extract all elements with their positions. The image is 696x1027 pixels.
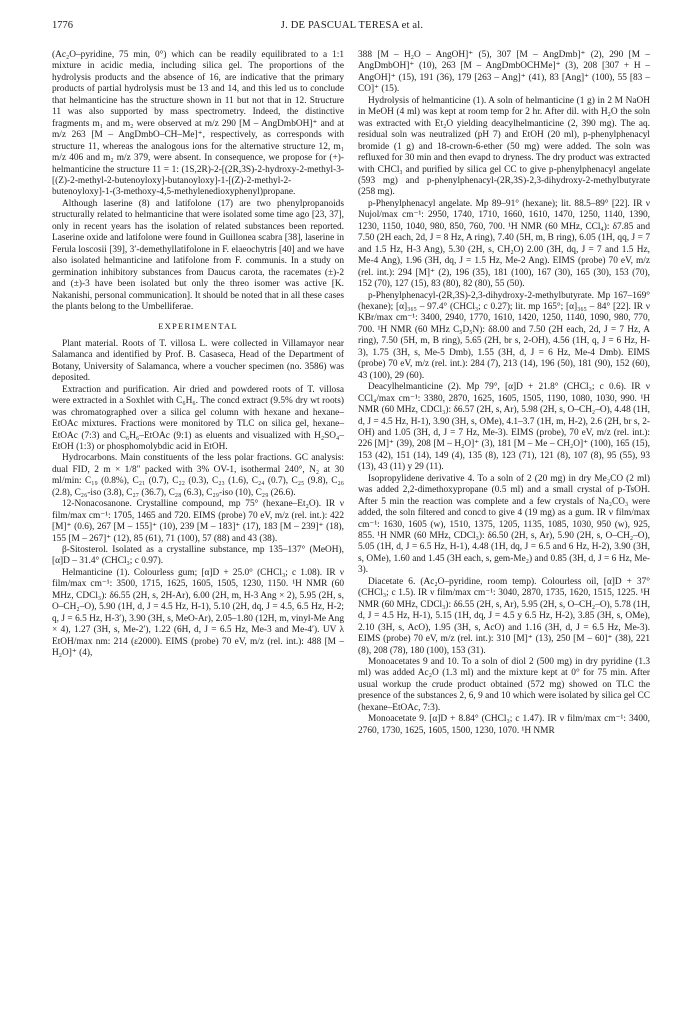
paragraph: Diacetate 6. (Ac₂O–pyridine, room temp). Colourless oil, [α]D + 37° (CHCl₃; c 1.5). IR ν film/max cm⁻¹: 3040, 2870, 1735, 1620, 1515, 1225. ¹H NMR (60 MHz, CDCl₃): δ6.55 (2H, s, Ar), 5.95 (2H, s, O–CH₂–O), 5.78 (1H, d, J = 4.5 Hz, H-1), 5.15 (1H, dq, J = 4.5 y 6.5 Hz, H-2), 3.85 (3H, s, OMe), 2.10 (3H, s, AcO), 1.95 (3H, s, AcO) and 1.16 (3H, d, J = 6.5 Hz, Me-3). EIMS (probe) 70 eV, m/z (rel. int.): 310 [M]⁺ (13), 250 [M – 60]⁺ (38), 221 (8), 208 (78), 180 (100), 153 (31). (358, 576, 650, 656)
paragraph: Although laserine (8) and latifolone (17) are two phenylpropanoids structurally related to helmanticine that were isolated some time ago [23, 37], only in recent years has the isolation of related substances been reported. Laserine oxide and latifolone were found in Guillonea scabra [38], laserine in Ferula loscosii [39], 3′-demethyllatifolone in F. elaeochytris [40] and we have also isolated helmanticine and latifolone from F. communis. In a study on germination inhibitory substances from Daucus carota, the racemates (±)-2 and (±)-3 have been isolated but only the threo isomer was active [K. Nakanishi, personal communication]. It should be noted that in all these cases the plants belong to the Umbelliferae. (52, 198, 344, 312)
paragraph: Helmanticine (1). Colourless gum; [α]D + 25.0° (CHCl₃; c 1.08). IR ν film/max cm⁻¹: 3500, 1715, 1625, 1605, 1505, 1230, 1150. ¹H NMR (60 MHz, CDCl₃): δ6.55 (2H, s, 2H-Ar), 6.00 (2H, m, H-3 Ang × 2), 5.95 (2H, s, O–CH₂–O), 5.90 (1H, d, J = 4.5 Hz, H-1), 5.10 (2H, dq, J = 4.5, 6.5 Hz, H-2; q, J = 6.5 Hz, H-3′), 3.90 (3H, s, MeO-Ar), 2.05–1.80 (12H, m, vinyl-Me Ang × 4), 1.27 (3H, s, Me-2′), 1.22 (6H, d, J = 6.5 Hz, Me-3 and Me-4′). UV λ EtOH/max nm: 214 (ε2000). EIMS (probe) 70 eV, m/z (rel. int.): 488 [M – H₂O]⁺ (4), (52, 567, 344, 659)
page-header (52, 20, 652, 36)
paragraph: Plant material. Roots of T. villosa L. were collected in Villamayor near Salamanca and identified by Prof. B. Casaseca, Head of the Department of Botany, University of Salamanca, where a voucher specimen (no. 3586) was deposited. (52, 338, 344, 384)
paragraph: p-Phenylphenacyl angelate. Mp 89–91° (hexane); lit. 88.5–89° [22]. IR ν Nujol/max cm⁻¹: 2950, 1740, 1710, 1660, 1610, 1470, 1250, 1140, 1390, 1230, 1150, 1040, 980, 850, 760, 700. ¹H NMR (60 MHz, CCl₄): δ7.85 and 7.50 (2H each, 2d, J = 8 Hz, A ring), 7.40 (5H, m, B ring), 6.05 (1H, qq, J = 7 and 1.5 Hz, H-3 Ang), 5.30 (2H, s, CH₂O) 2.00 (3H, dq, J = 7 and 1.5 Hz, Me-4 Ang), 1.96 (3H, dq, J = 1.5 Hz, Me-2 Ang). EIMS (probe) 70 eV, m/z (rel. int.): 294 [M]⁺ (2), 196 (35), 181 (100), 167 (30), 165 (30), 153 (70), 152 (70), 127 (15), 83 (80), 82 (80), 55 (50). (358, 198, 650, 290)
paragraph: Hydrolysis of helmanticine (1). A soln of helmanticine (1 g) in 2 M NaOH in MeOH (4 ml) was kept at room temp for 2 hr. After dil. with H₂O the soln was extracted with Et₂O yielding deacylhelmanticine (2, 390 mg). The aq. residual soln was neutralized (pH 7) and EtOH (20 ml), p-phenylphenacyl bromide (1 g) and 18-crown-6-ether (50 mg) were added. The soln was refluxed for 30 min and then evapd to dryness. The dry product was extracted with CHCl₃ and purified by silica gel CC to give p-phenylphenacyl angelate (593 mg) and p-phenylphenacyl-(2R,3S)-2,3-dihydroxy-2-methylbutyrate (258 mg). (358, 95, 650, 198)
running-head: J. DE PASCUAL TERESA et al. (280, 20, 424, 31)
section-heading: EXPERIMENTAL (158, 321, 238, 332)
page-number: 1776 (52, 20, 73, 31)
paragraph: Isopropylidene derivative 4. To a soln of 2 (20 mg) in dry Me₂CO (2 ml) was added 2,2-dimethoxypropane (0.5 ml) and a small crystal of p-TsOH. After 5 min the reaction was complete and a few crystals of Na₂CO₃ were added, the soln filtered and concd to give 4 (19 mg) as a gum. IR ν film/max cm⁻¹: 1630, 1605 (w), 1510, 1375, 1205, 1135, 1085, 1030, 950 (w), 925, 855. ¹H NMR (60 MHz, CDCl₃): δ6.50 (2H, s, Ar), 5.90 (2H, s, O–CH₂–O), 5.05 (1H, d, J = 6.5 Hz, H-1), 4.48 (1H, dq, J = 6.5 and 6 Hz, H-2), 3.90 (3H, s, OMe), 1.60 and 1.45 (3H each, s, gem-Me₂) and 0.85 (3H, d, J = 6 Hz, Me-3). (358, 473, 650, 576)
paragraph: p-Phenylphenacyl-(2R,3S)-2,3-dihydroxy-2-methylbutyrate. Mp 167–169° (hexane); [α]₃₆₅ – 97.4° (CHCl₃; c 0.27); lit. mp 165°; [α]₃₆₅ – 84° [22]. IR ν KBr/max cm⁻¹: 3400, 2940, 1770, 1610, 1420, 1250, 1140, 1090, 980, 770, 700. ¹H NMR (60 MHz C₅D₅N): δ8.00 and 7.50 (2H each, 2d, J = 7 Hz, A ring), 7.50 (5H, m, B ring), 5.65 (2H, br s, 2-OH), 4.56 (1H, q, J = 6 Hz, H-3), 1.75 (3H, s, Me-5 Dmb), 1.55 (3H, d, J = 6 Hz, Me-4 Dmb). EIMS (probe) 70 eV, m/z (rel. int.): 284 (7), 213 (14), 196 (50), 181 (90), 152 (60), 43 (100), 29 (60). (358, 290, 650, 381)
paragraph: 388 [M – H₂O – AngOH]⁺ (5), 307 [M – AngDmb]⁺ (2), 290 [M – AngDmbOH]⁺ (10), 263 [M – AngDmbOCHMe]⁺ (3), 208 [307 + H – AngOH]⁺ (15), 191 (36), 179 [263 – Ang]⁺ (41), 83 [Ang]⁺ (100), 55 [83 – CO]⁺ (15). (358, 50, 650, 95)
paragraph: Hydrocarbons. Main constituents of the less polar fractions. GC analysis: dual FID, 2 m × 1/8″ packed with 3% OV-1, isothermal 240°, N₂ at 30 ml/min: C₁₉ (0.8%), C₂₁ (0.7), C₂₂ (0.3), C₂₃ (1.6), C₂₄ (0.7), C₂₅ (9.8), C₂₆ (2.8), C₂₆-iso (3.8), C₂₇ (36.7), C₂₈ (6.3), C₂₉-iso (10), C₂₉ (26.6). (52, 453, 344, 498)
paragraph: Deacylhelmanticine (2). Mp 79°, [α]D + 21.8° (CHCl₃; c 0.6). IR ν CCl₄/max cm⁻¹: 3380, 2870, 1625, 1605, 1505, 1190, 1080, 1030, 990. ¹H NMR (60 MHz, CDCl₃): δ6.57 (2H, s, Ar), 5.98 (2H, s, O–CH₂–O), 4.48 (1H, d, J = 4.5 Hz, H-1), 3.90 (3H, s, OMe), 4.1–3.7 (1H, m, H-2), 2.6 (2H, br s, 2-OH) and 1.05 (3H, d, J = 7 Hz, Me-3). EIMS (probe), 70 eV, m/z (rel. int.): 226 [M]⁺ (39), 208 [M – H₂O]⁺ (3), 181 [M – Me – CH₂O]⁺ (100), 165 (15), 153 (42), 151 (14), 149 (4), 135 (8), 123 (71), 121 (8), 107 (8), 95 (55), 93 (13), 43 (11) y 29 (11). (358, 382, 650, 473)
paragraph: Monoacetate 9. [α]D + 8.84° (CHCl₃; c 1.47). IR ν film/max cm⁻¹: 3400, 2760, 1730, 1625, 1605, 1500, 1230, 1070. ¹H NMR (358, 714, 650, 736)
paragraph: (Ac₂O–pyridine, 75 min, 0°) which can be readily equilibrated to a 1:1 mixture in acidic media, including silica gel. The proportions of the hydrolysis products and the absence of 16, are indicative that the primary products of partial hydrolysis must be 13 and 14, and this led us to conclude that helmanticine has the structure shown in 11 but not that in 12. Structure 11 was also supported by mass spectrometry. Indeed, the distinctive fragments m₁ and m₂ were observed at m/z 290 [M – AngDmbOH]⁺ and at m/z 263 [M – AngDmbO–CH–Me]⁺, respectively, as corresponds with structure 11, whereas the analogous ions for the alternative structure 12, m₁ m/z 406 and m₂ m/z 379, were absent. In consequence, we propose for (+)-helmanticine the structure 11 = 1: (1S,2R)-2-[(2R,3S)-2-hydroxy-2-methyl-3-[(Z)-2-methyl-2-butenoyloxy]-butanoyloxy]-1-[(Z)-2-methyl-2-butenoyloxy]-1-(3-methoxy-4,5-methylenedioxyphenyl)propane. (52, 50, 344, 198)
paragraph: 12-Nonacosanone. Crystalline compound, mp 75° (hexane–Et₂O). IR ν film/max cm⁻¹: 1705, 1465 and 720. EIMS (probe) 70 eV, m/z (rel. int.): 422 [M]⁺ (0.6), 267 [M – 155]⁺ (10), 239 [M – 183]⁺ (17), 183 [M – 239]⁺ (18), 155 [M – 267]⁺ (12), 85 (61), 71 (100), 57 (88) and 43 (38). (52, 499, 344, 544)
paragraph: Extraction and purification. Air dried and powdered roots of T. villosa were extracted in a Soxhlet with C₆H₆. The concd extract (9.5% dry wt roots) was chromatographed over a silica gel column with hexane and hexane–EtOAc mixtures. Fractions were monitored by TLC on silica gel, hexane–EtOAc (7:3) and C₆H₆–EtOAc (9:1) as eluents and visualized with H₂SO₄–EtOH (1:3) or phosphomolybdic acid in EtOH. (52, 384, 344, 452)
left-column (52, 50, 344, 660)
right-column (358, 50, 650, 737)
paragraph: Monoacetates 9 and 10. To a soln of diol 2 (500 mg) in dry pyridine (1.3 ml) was added Ac₂O (1.3 ml) and the mixture kept at 0° for 75 min. After usual workup the crude product obtained (572 mg) showed on TLC the presence of the substances 2, 6, 9 and 10 which were isolated by silica gel CC (hexane–EtOAc, 7:3). (358, 657, 650, 713)
paragraph: β-Sitosterol. Isolated as a crystalline substance, mp 135–137° (MeOH), [α]D – 31.4° (CHCl₃; c 0.97). (52, 545, 344, 567)
